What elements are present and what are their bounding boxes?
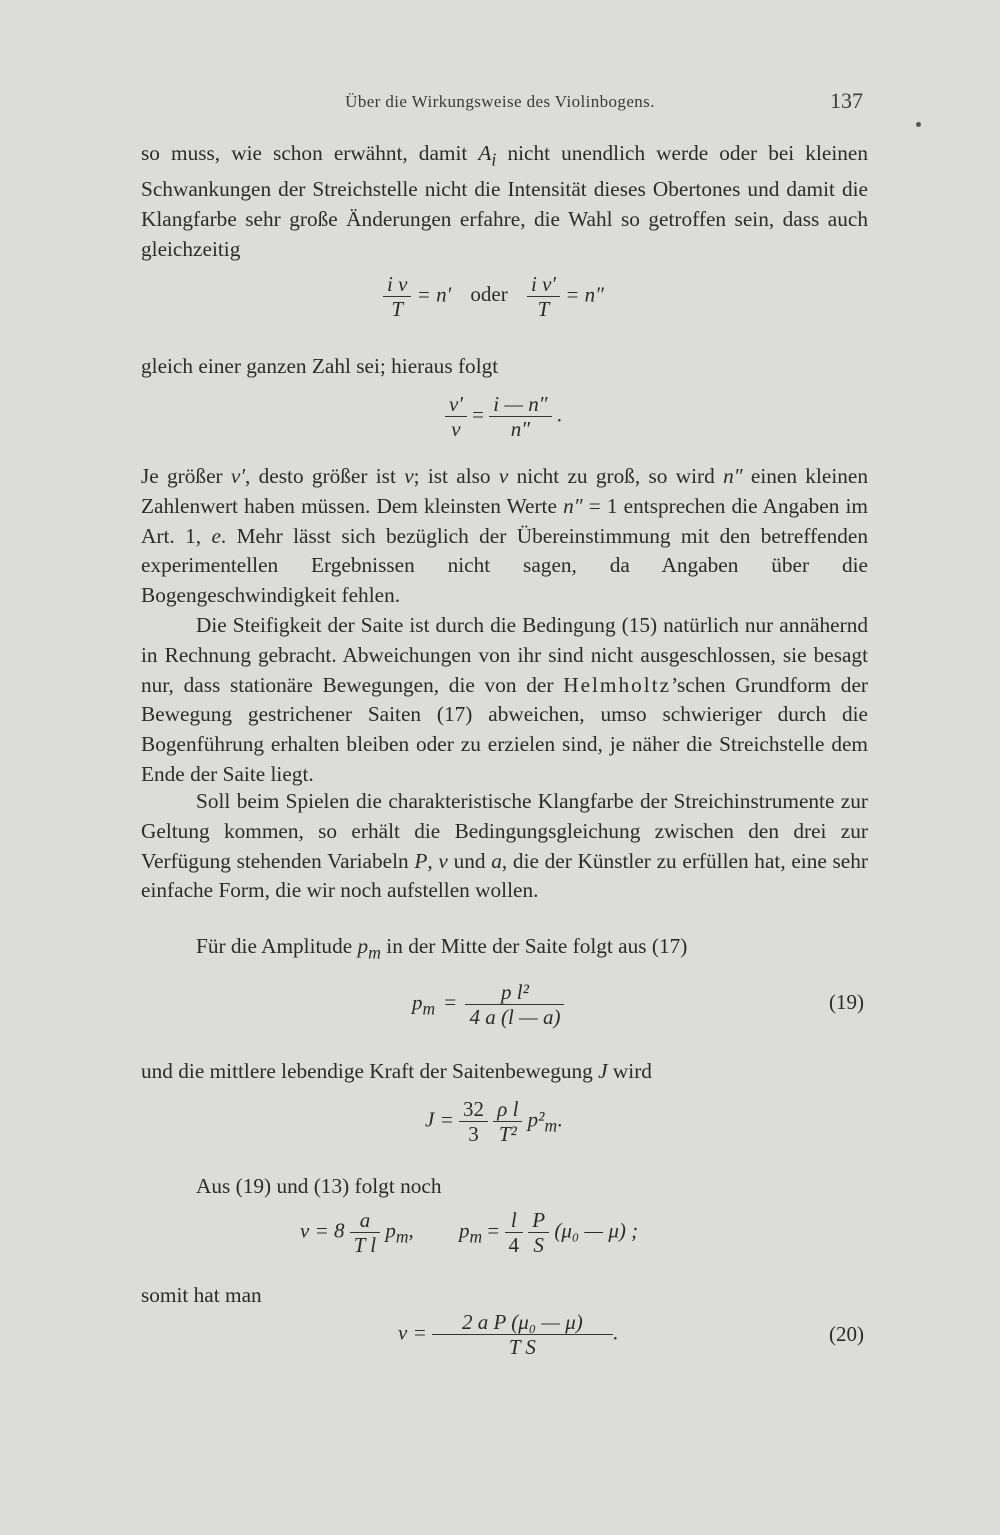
ink-speck: [916, 122, 921, 127]
paragraph-5: Soll beim Spielen die charakteristische Klangfarbe der Streichinstrumente zur Geltung kommen, so erhält die Bedingungsgleichung zwischen den drei zur Verfügung stehenden Variabeln P, v und a, die der Künstler zu erfüllen hat, eine sehr einfache Form, die wir noch aufstellen wollen.: [141, 789, 868, 903]
paragraph-9: somit hat man: [141, 1283, 262, 1307]
running-title: Über die Wirkungsweise des Violinbogens.: [345, 92, 655, 111]
paragraph-3: Je größer v′, desto größer ist v; ist also v nicht zu groß, so wird n″ einen kleinen Zahlenwert haben müssen. Dem kleinsten Werte n″ = 1 entsprechen die Angaben im Art. 1, e. Mehr lässt sich bezüglich der Übereinstimmung mit den betreffenden experimentellen Ergebnissen nicht sagen, da Angaben über die Bogengeschwindigkeit fehlen.: [141, 464, 868, 608]
paragraph-8: Aus (19) und (13) folgt noch: [196, 1174, 442, 1198]
equation-velocity: v = 8 $\frac{a}{\text{T l}}$ $p_m$, $p_m$ = $\frac{l}{4}$ $\frac{P}{S}$ (μ₀ — μ) ;: [300, 1208, 639, 1257]
equation-19: $p_m$ = $\frac{\text{p l²}}{4 a (l — a)}$: [412, 980, 564, 1029]
paragraph-7: und die mittlere lebendige Kraft der Saitenbewegung J wird: [141, 1059, 652, 1083]
equation-number-19: (19): [829, 990, 864, 1014]
paragraph-1: so muss, wie schon erwähnt, damit $A_i$ nicht unendlich werde oder bei kleinen Schwankungen der Streichstelle nicht die Intensität dieses Obertones und damit die Klangfarbe sehr große Änderungen erfahre, die Wahl so getroffen sein, dass auch gleichzeitig: [141, 141, 868, 261]
page-number: 137: [830, 88, 863, 113]
equation-ratio: $\frac{v'}{v}$ = $\frac{i — n''}{n''}$ .: [445, 392, 562, 441]
equation-kinetic-energy: J = $\frac{32}{3}$ $\frac{\text{ρ l}}{\text{T²}}$ $p^2_m$.: [425, 1097, 563, 1146]
paragraph-2: gleich einer ganzen Zahl sei; hieraus folgt: [141, 354, 499, 378]
equation-condition: $\frac{\text{i v}}{T}$ = n′ oder $\frac{\text{i v′}}{T}$ = n″: [383, 272, 604, 321]
paragraph-4: Die Steifigkeit der Saite ist durch die Bedingung (15) natürlich nur annähernd in Rechnung gebracht. Abweichungen von ihr sind nicht ausgeschlossen, sie besagt nur, dass stationäre Bewegungen, die von der Helmholtz’schen Grundform der Bewegung gestrichener Saiten (17) abweichen, umso schwieriger durch die Bogenführung erhalten bleiben oder zu erzielen sind, je näher die Streichstelle dem Ende der Saite liegt.: [141, 613, 868, 786]
equation-number-20: (20): [829, 1322, 864, 1346]
equation-20: v = $\frac{\text{2 a P (μ₀ — μ)}}{\text{T S}}$ .: [398, 1310, 618, 1359]
paragraph-6: Für die Amplitude $p_m$ in der Mitte der Saite folgt aus (17): [196, 934, 688, 963]
